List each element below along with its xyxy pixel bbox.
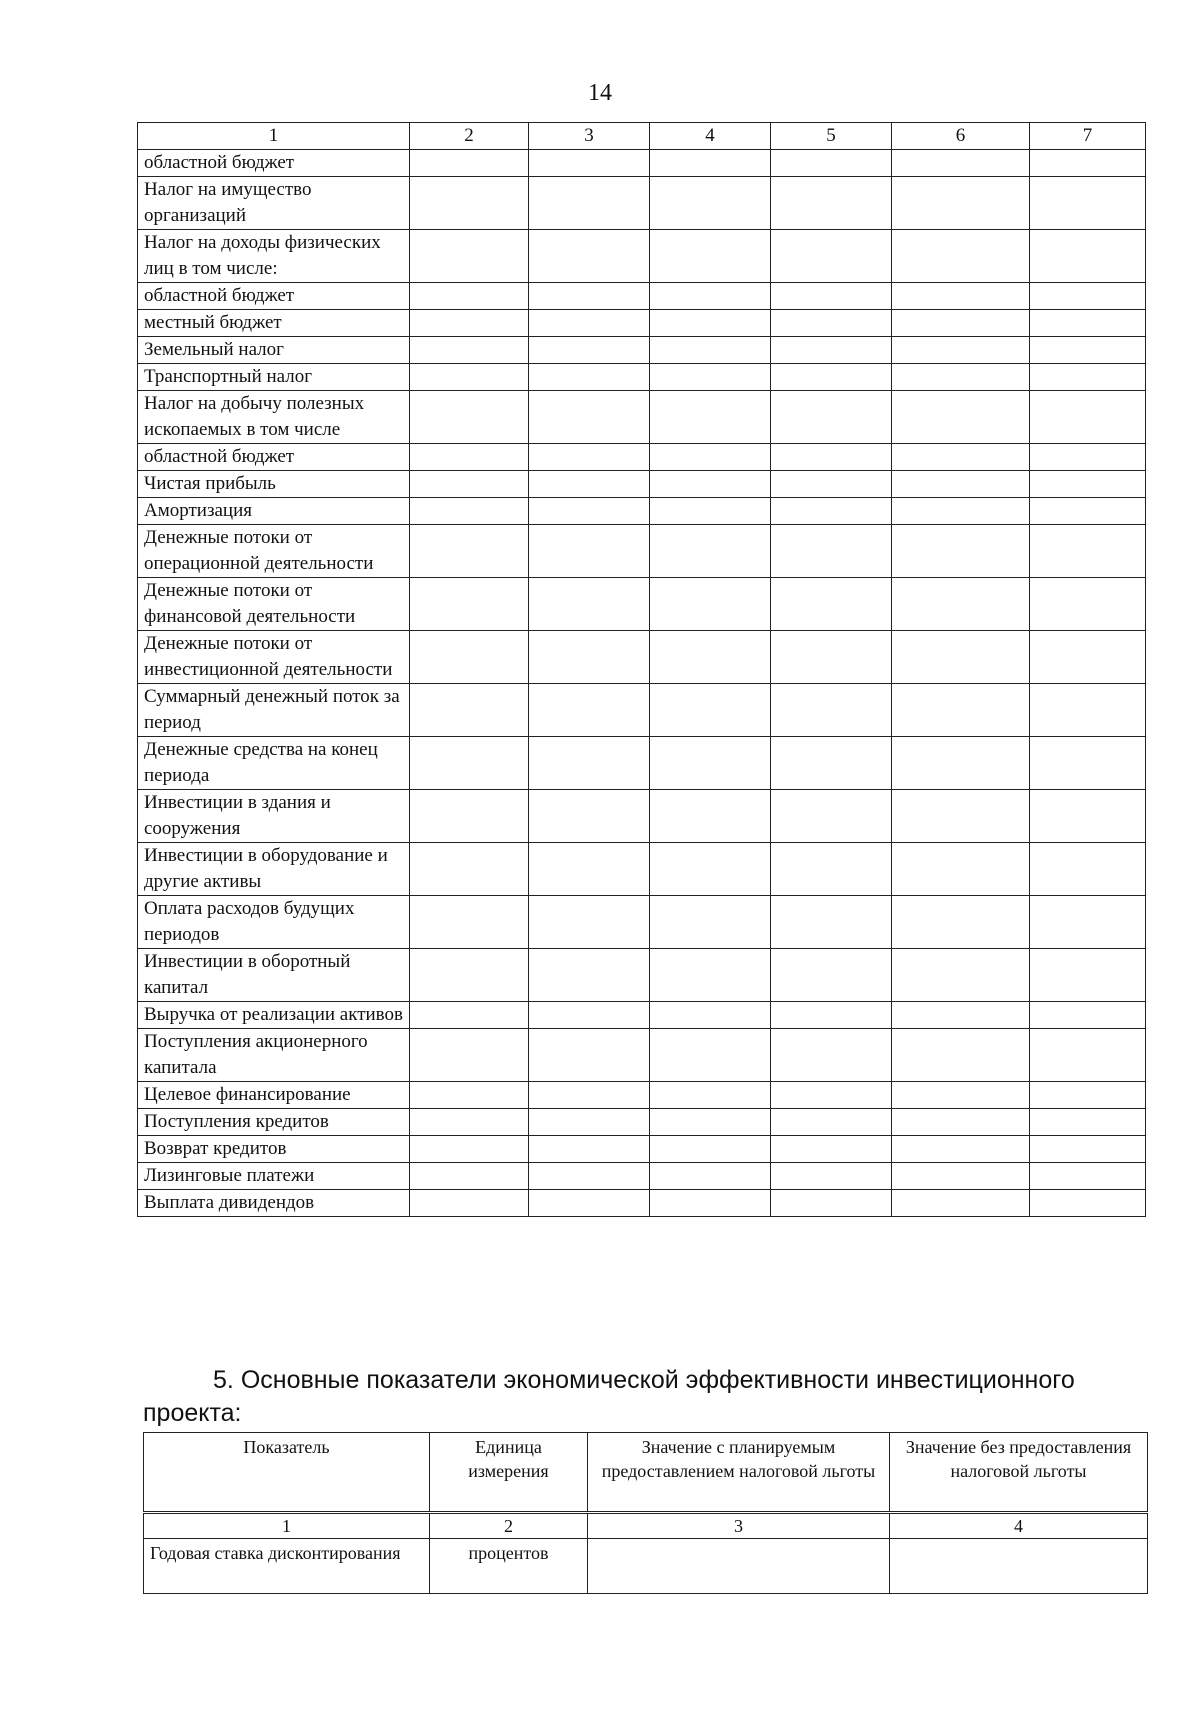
- table-header-row: [138, 123, 1146, 150]
- value-cell: [650, 631, 771, 684]
- value-cell: [771, 790, 892, 843]
- value-cell: [1030, 1136, 1146, 1163]
- column-number: 2: [430, 1513, 588, 1539]
- value-cell: [650, 896, 771, 949]
- value-cell: [771, 444, 892, 471]
- value-cell: [529, 391, 650, 444]
- column-header: 4: [650, 123, 771, 150]
- value-cell: [771, 1190, 892, 1217]
- value-cell: [529, 896, 650, 949]
- table-row: [138, 471, 1146, 498]
- value-cell: [529, 498, 650, 525]
- value-cell: [650, 1190, 771, 1217]
- column-number: 4: [890, 1513, 1148, 1539]
- table-row: [138, 790, 1146, 843]
- value-cell: [771, 631, 892, 684]
- value-cell: [771, 525, 892, 578]
- row-label: Налог на доходы физических лиц в том числе:: [138, 230, 410, 283]
- value-cell: [771, 337, 892, 364]
- value-cell: [529, 1002, 650, 1029]
- row-label: Инвестиции в здания и сооружения: [138, 790, 410, 843]
- value-cell: [771, 177, 892, 230]
- value-cell: [410, 1002, 529, 1029]
- value-cell: [650, 949, 771, 1002]
- value-cell: [529, 1109, 650, 1136]
- value-cell: [410, 1163, 529, 1190]
- value-cell: [1030, 843, 1146, 896]
- value-cell: [410, 631, 529, 684]
- row-label: Амортизация: [138, 498, 410, 525]
- table-row: [138, 631, 1146, 684]
- value-cell: [892, 790, 1030, 843]
- value-cell: [410, 364, 529, 391]
- value-cell: [529, 444, 650, 471]
- value-cell: [771, 1109, 892, 1136]
- value-cell: [1030, 1190, 1146, 1217]
- value-cell: [771, 949, 892, 1002]
- table-row: [138, 1136, 1146, 1163]
- value-cell: [529, 790, 650, 843]
- table-row: [138, 1029, 1146, 1082]
- row-label: Денежные потоки от инвестиционной деятельности: [138, 631, 410, 684]
- row-label: местный бюджет: [138, 310, 410, 337]
- value-cell: [529, 1029, 650, 1082]
- value-cell: [771, 1136, 892, 1163]
- value-cell: [892, 896, 1030, 949]
- value-cell: [1030, 444, 1146, 471]
- table-row: [138, 498, 1146, 525]
- value-cell: [892, 949, 1030, 1002]
- value-cell: [410, 150, 529, 177]
- row-label: областной бюджет: [138, 150, 410, 177]
- value-cell: [771, 578, 892, 631]
- value-cell: [1030, 949, 1146, 1002]
- value-cell: [650, 1002, 771, 1029]
- value-cell: [410, 737, 529, 790]
- value-cell: [529, 337, 650, 364]
- value-cell: [1030, 364, 1146, 391]
- value-cell: [892, 391, 1030, 444]
- column-header: 3: [529, 123, 650, 150]
- value-cell: [529, 949, 650, 1002]
- value-cell: [529, 684, 650, 737]
- table-row: [138, 1109, 1146, 1136]
- value-cell: [892, 1136, 1030, 1163]
- value-cell: [1030, 310, 1146, 337]
- column-number: 1: [144, 1513, 430, 1539]
- value-cell: [410, 230, 529, 283]
- value-cell: [1030, 737, 1146, 790]
- value-cell: [650, 177, 771, 230]
- table-row: [138, 283, 1146, 310]
- value-cell: [892, 737, 1030, 790]
- value-cell: [1030, 498, 1146, 525]
- column-number: 3: [588, 1513, 890, 1539]
- row-label: Поступления акционерного капитала: [138, 1029, 410, 1082]
- value-cell: [771, 310, 892, 337]
- value-cell: [410, 391, 529, 444]
- value-cell: [529, 230, 650, 283]
- row-label: Чистая прибыль: [138, 471, 410, 498]
- value-cell: [771, 498, 892, 525]
- page-number: 14: [588, 80, 612, 106]
- value-cell: [410, 444, 529, 471]
- value-cell: [410, 1109, 529, 1136]
- value-cell: [529, 283, 650, 310]
- value-cell: [529, 737, 650, 790]
- value-cell: [1030, 177, 1146, 230]
- value-cell: [410, 1082, 529, 1109]
- column-header: Единица измерения: [430, 1433, 588, 1513]
- row-label: Выручка от реализации активов: [138, 1002, 410, 1029]
- efficiency-indicators-table: [143, 1432, 1148, 1594]
- value-cell: [892, 1109, 1030, 1136]
- value-cell: [410, 525, 529, 578]
- table-row: [138, 1163, 1146, 1190]
- column-header: 5: [771, 123, 892, 150]
- value-cell: [1030, 471, 1146, 498]
- row-label: Денежные потоки от финансовой деятельности: [138, 578, 410, 631]
- value-cell: [410, 949, 529, 1002]
- value-cell: [650, 1136, 771, 1163]
- value-cell: [410, 283, 529, 310]
- value-cell: [410, 790, 529, 843]
- table-row: [138, 1190, 1146, 1217]
- value-cell: [892, 471, 1030, 498]
- value-cell: [892, 444, 1030, 471]
- table-row: [144, 1539, 1148, 1594]
- value-cell: [650, 684, 771, 737]
- value-cell: [410, 1190, 529, 1217]
- table-row: [138, 150, 1146, 177]
- value-cell: [1030, 283, 1146, 310]
- table-row: [138, 364, 1146, 391]
- value-cell: [1030, 391, 1146, 444]
- value-cell: [892, 364, 1030, 391]
- value-cell: [892, 1190, 1030, 1217]
- row-label: Налог на имущество организаций: [138, 177, 410, 230]
- row-label: Транспортный налог: [138, 364, 410, 391]
- value-cell: [892, 684, 1030, 737]
- value-without-benefit-cell: [890, 1539, 1148, 1594]
- value-cell: [410, 578, 529, 631]
- table-header-row: [144, 1433, 1148, 1513]
- value-cell: [771, 1163, 892, 1190]
- value-cell: [410, 471, 529, 498]
- row-label: Инвестиции в оборудование и другие активы: [138, 843, 410, 896]
- row-label: Налог на добычу полезных ископаемых в том числе: [138, 391, 410, 444]
- table-row: [138, 337, 1146, 364]
- value-cell: [1030, 1002, 1146, 1029]
- unit-cell: процентов: [430, 1539, 588, 1594]
- column-number-row: [144, 1513, 1148, 1539]
- value-cell: [892, 1029, 1030, 1082]
- value-cell: [529, 1163, 650, 1190]
- value-cell: [1030, 525, 1146, 578]
- value-cell: [410, 843, 529, 896]
- value-cell: [410, 498, 529, 525]
- value-cell: [529, 631, 650, 684]
- value-cell: [529, 364, 650, 391]
- column-header: Значение без предоставления налоговой льготы: [890, 1433, 1148, 1513]
- value-cell: [529, 578, 650, 631]
- column-header: 7: [1030, 123, 1146, 150]
- indicator-cell: Годовая ставка дисконтирования: [144, 1539, 430, 1594]
- row-label: областной бюджет: [138, 283, 410, 310]
- value-cell: [650, 283, 771, 310]
- table-row: [138, 843, 1146, 896]
- row-label: Выплата дивидендов: [138, 1190, 410, 1217]
- value-cell: [892, 498, 1030, 525]
- value-cell: [1030, 1163, 1146, 1190]
- column-header: 6: [892, 123, 1030, 150]
- value-cell: [771, 1082, 892, 1109]
- value-cell: [1030, 631, 1146, 684]
- value-cell: [771, 364, 892, 391]
- value-cell: [650, 737, 771, 790]
- table-row: [138, 684, 1146, 737]
- table-row: [138, 525, 1146, 578]
- value-cell: [650, 310, 771, 337]
- column-header: Показатель: [144, 1433, 430, 1513]
- table-row: [138, 310, 1146, 337]
- row-label: Оплата расходов будущих периодов: [138, 896, 410, 949]
- value-cell: [892, 310, 1030, 337]
- row-label: Целевое финансирование: [138, 1082, 410, 1109]
- value-cell: [410, 1029, 529, 1082]
- value-cell: [529, 1190, 650, 1217]
- table-row: [138, 230, 1146, 283]
- cash-flow-table: [137, 122, 1146, 1217]
- value-cell: [771, 150, 892, 177]
- value-cell: [650, 337, 771, 364]
- table-row: [138, 444, 1146, 471]
- value-cell: [892, 150, 1030, 177]
- value-cell: [650, 525, 771, 578]
- column-header: 2: [410, 123, 529, 150]
- value-cell: [529, 177, 650, 230]
- value-cell: [892, 1163, 1030, 1190]
- section-number: 5.: [213, 1366, 234, 1394]
- section-title-text: Основные показатели экономической эффективности инвестиционного проекта:: [143, 1366, 1075, 1427]
- value-cell: [771, 230, 892, 283]
- table-row: [138, 949, 1146, 1002]
- value-cell: [1030, 1029, 1146, 1082]
- value-cell: [771, 684, 892, 737]
- value-cell: [529, 150, 650, 177]
- row-label: областной бюджет: [138, 444, 410, 471]
- value-cell: [892, 177, 1030, 230]
- value-cell: [1030, 230, 1146, 283]
- row-label: Денежные потоки от операционной деятельности: [138, 525, 410, 578]
- value-cell: [650, 1163, 771, 1190]
- value-cell: [529, 310, 650, 337]
- row-label: Лизинговые платежи: [138, 1163, 410, 1190]
- value-cell: [771, 471, 892, 498]
- column-header: Значение с планируемым предоставлением налоговой льготы: [588, 1433, 890, 1513]
- value-cell: [410, 177, 529, 230]
- value-cell: [892, 578, 1030, 631]
- value-cell: [650, 150, 771, 177]
- value-cell: [1030, 1082, 1146, 1109]
- value-cell: [650, 1109, 771, 1136]
- value-cell: [650, 498, 771, 525]
- value-cell: [892, 283, 1030, 310]
- value-cell: [892, 631, 1030, 684]
- value-cell: [529, 471, 650, 498]
- value-cell: [410, 337, 529, 364]
- value-cell: [410, 310, 529, 337]
- value-cell: [892, 1002, 1030, 1029]
- value-cell: [771, 283, 892, 310]
- value-cell: [1030, 896, 1146, 949]
- value-cell: [1030, 150, 1146, 177]
- value-cell: [771, 896, 892, 949]
- row-label: Поступления кредитов: [138, 1109, 410, 1136]
- value-cell: [650, 444, 771, 471]
- row-label: Земельный налог: [138, 337, 410, 364]
- value-cell: [650, 578, 771, 631]
- value-cell: [892, 525, 1030, 578]
- row-label: Суммарный денежный поток за период: [138, 684, 410, 737]
- value-cell: [650, 364, 771, 391]
- value-cell: [529, 1136, 650, 1163]
- value-cell: [1030, 578, 1146, 631]
- value-cell: [410, 896, 529, 949]
- value-cell: [1030, 790, 1146, 843]
- value-with-benefit-cell: [588, 1539, 890, 1594]
- value-cell: [529, 1082, 650, 1109]
- table-row: [138, 1002, 1146, 1029]
- value-cell: [650, 471, 771, 498]
- value-cell: [892, 337, 1030, 364]
- row-label: Инвестиции в оборотный капитал: [138, 949, 410, 1002]
- value-cell: [771, 391, 892, 444]
- section-title: [143, 1364, 1143, 1430]
- value-cell: [892, 843, 1030, 896]
- value-cell: [892, 230, 1030, 283]
- value-cell: [529, 525, 650, 578]
- value-cell: [771, 1029, 892, 1082]
- value-cell: [892, 1082, 1030, 1109]
- table-row: [138, 177, 1146, 230]
- table-row: [138, 737, 1146, 790]
- value-cell: [650, 790, 771, 843]
- table-row: [138, 391, 1146, 444]
- row-label: Возврат кредитов: [138, 1136, 410, 1163]
- value-cell: [650, 843, 771, 896]
- value-cell: [650, 391, 771, 444]
- table-row: [138, 578, 1146, 631]
- value-cell: [1030, 684, 1146, 737]
- value-cell: [650, 1082, 771, 1109]
- value-cell: [650, 230, 771, 283]
- table-row: [138, 1082, 1146, 1109]
- value-cell: [771, 1002, 892, 1029]
- value-cell: [529, 843, 650, 896]
- table-row: [138, 896, 1146, 949]
- row-label: Денежные средства на конец периода: [138, 737, 410, 790]
- column-header: 1: [138, 123, 410, 150]
- value-cell: [771, 737, 892, 790]
- value-cell: [1030, 337, 1146, 364]
- value-cell: [650, 1029, 771, 1082]
- value-cell: [771, 843, 892, 896]
- value-cell: [410, 684, 529, 737]
- value-cell: [410, 1136, 529, 1163]
- value-cell: [1030, 1109, 1146, 1136]
